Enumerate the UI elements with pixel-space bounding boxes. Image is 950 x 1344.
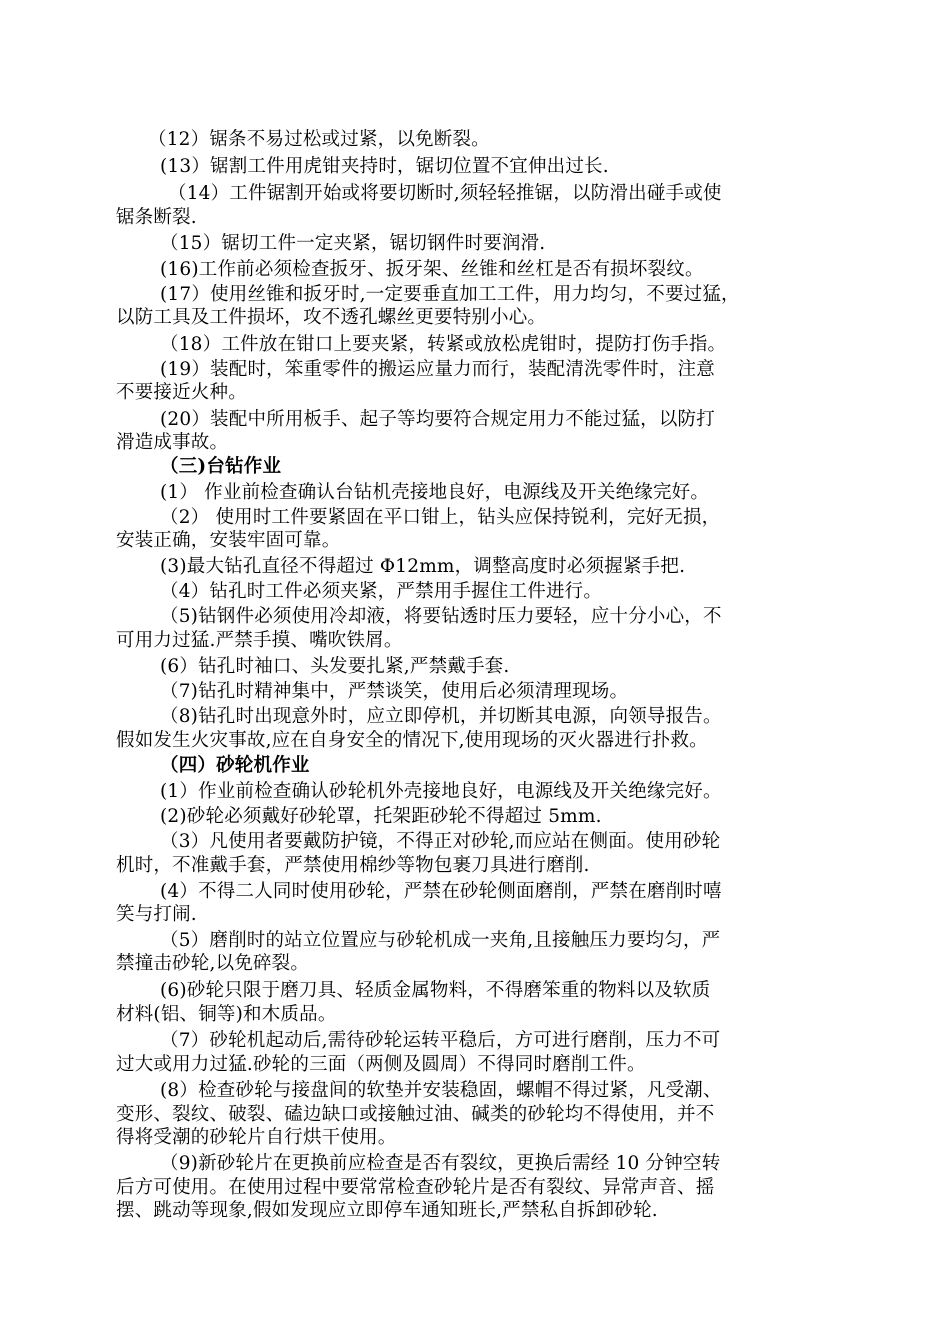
text-line: (8）检查砂轮与接盘间的软垫并安装稳固，螺帽不得过紧，凡受潮、 [160,1080,722,1101]
text-line: （18）工件放在钳口上要夹紧，转紧或放松虎钳时，提防打伤手指。 [160,334,727,355]
text-line: (2)砂轮必须戴好砂轮罩，托架距砂轮不得超过 5mm. [160,806,602,827]
text-line: 后方可使用。在使用过程中要常常检查砂轮片是否有裂纹、异常声音、摇 [116,1177,715,1198]
text-line: 摆、跳动等现象,假如发现应立即停车通知班长,严禁私自拆卸砂轮. [116,1200,658,1221]
text-line: 滑造成事故。 [116,432,229,453]
text-line: 得将受潮的砂轮片自行烘干使用。 [116,1127,397,1148]
text-line: （5）磨削时的站立位置应与砂轮机成一夹角,且接触压力要均匀，严 [160,930,721,951]
text-line: 锯条断裂. [116,207,197,228]
section-heading: （三)台钻作业 [160,456,282,477]
text-line: 以防工具及工件损坏，攻不透孔螺丝更要特别小心。 [116,307,547,328]
text-line: （8)钻孔时出现意外时，应立即停机，并切断其电源，向领导报告。 [160,706,722,727]
text-line: (16)工作前必须检查扳牙、扳牙架、丝锥和丝杠是否有损坏裂纹。 [160,259,704,280]
text-line: (3)最大钻孔直径不得超过 Φ12mm，调整高度时必须握紧手把. [160,556,686,577]
text-line: 机时，不准戴手套，严禁使用棉纱等物包裹刀具进行磨削. [116,855,590,876]
text-line: (20）装配中所用板手、起子等均要符合规定用力不能过猛，以防打 [160,409,715,430]
text-line: 不要接近火种。 [116,382,247,403]
text-line: 材料(铝、铜等)和木质品。 [116,1004,337,1025]
text-line: 可用力过猛.严禁手摸、嘴吹铁屑。 [116,630,403,651]
text-line: (6)砂轮只限于磨刀具、轻质金属物料，不得磨笨重的物料以及软质 [160,980,711,1001]
text-line: （7）砂轮机起动后,需待砂轮运转平稳后，方可进行磨削，压力不可 [160,1030,721,1051]
text-line: （3）凡使用者要戴防护镜，不得正对砂轮,而应站在侧面。使用砂轮 [160,831,721,852]
text-line: 假如发生火灾事故,应在自身安全的情况下,使用现场的灭火器进行扑救。 [116,730,708,751]
text-line: (1）作业前检查确认砂轮机外壳接地良好，电源线及开关绝缘完好。 [160,781,722,802]
text-line: 笑与打闹. [116,904,197,925]
text-line: (19）装配时，笨重零件的搬运应量力而行，装配清洗零件时，注意 [160,359,715,380]
text-line: （2） 使用时工件要紧固在平口钳上，钻头应保持锐利，完好无损， [160,507,721,528]
text-line: （14）工件锯割开始或将要切断时,须轻轻推锯，以防滑出碰手或使 [168,183,722,204]
text-line: （15）锯切工件一定夹紧，锯切钢件时要润滑. [160,233,546,254]
text-line: 禁撞击砂轮,以免碎裂。 [116,953,310,974]
section-heading: （四）砂轮机作业 [160,755,310,776]
text-line: （4）钻孔时工件必须夹紧，严禁用手握住工件进行。 [160,581,603,602]
text-line: (1） 作业前检查确认台钻机壳接地良好，电源线及开关绝缘完好。 [160,482,710,503]
text-line: (6）钻孔时袖口、头发要扎紧,严禁戴手套. [160,656,510,677]
text-line: （7)钻孔时精神集中，严禁谈笑，使用后必须清理现场。 [160,681,629,702]
text-line: (17）使用丝锥和扳牙时,一定要垂直加工工件，用力均匀，不要过猛， [160,284,740,305]
text-line: (13）锯割工件用虎钳夹持时，锯切位置不宜伸出过长. [160,156,609,177]
text-line: （9)新砂轮片在更换前应检查是否有裂纹，更换后需经 10 分钟空转 [160,1153,721,1174]
text-line: 变形、裂纹、破裂、磕边缺口或接触过油、碱类的砂轮均不得使用，并不 [116,1104,715,1125]
text-line: 过大或用力过猛.砂轮的三面（两侧及圆周）不得同时磨削工件。 [116,1054,646,1075]
text-line: （12）锯条不易过松或过紧，以免断裂。 [148,129,490,150]
text-line: 安装正确，安装牢固可靠。 [116,530,341,551]
text-line: （5)钻钢件必须使用冷却液，将要钻透时压力要轻，应十分小心，不 [160,606,722,627]
text-line: (4）不得二人同时使用砂轮，严禁在砂轮侧面磨削，严禁在磨削时嘻 [160,881,722,902]
